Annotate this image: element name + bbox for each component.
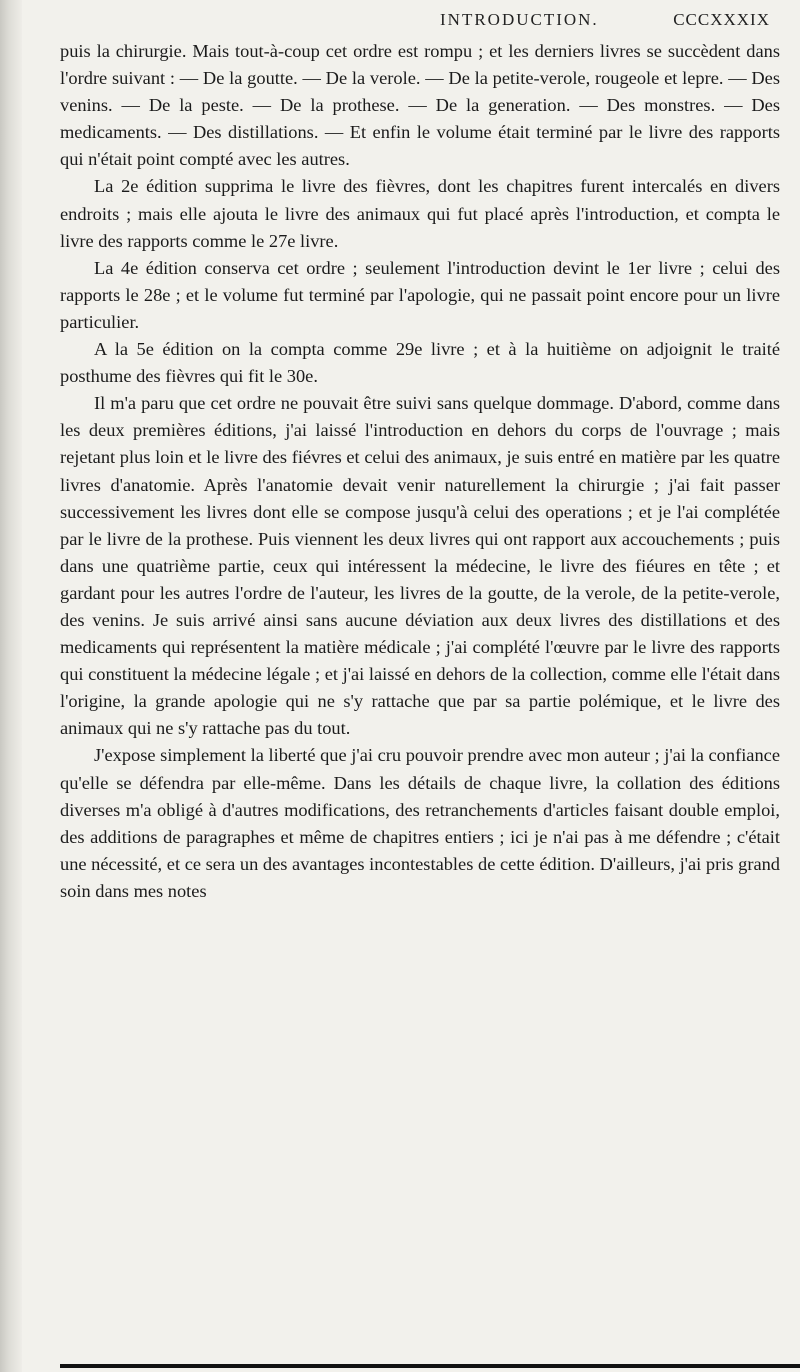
running-head (60, 10, 780, 34)
paragraph-2: La 2e édition supprima le livre des fièvres, dont les chapitres furent intercalés en divers endroits ; mais elle ajouta le livre des animaux qui fut placé après l'introduction, et compta le livre des rapports comme le 27e livre. (60, 176, 780, 251)
paragraph-4: A la 5e édition on la compta comme 29e livre ; et à la huitième on adjoignit le traité posthume des fièvres qui fit le 30e. (60, 339, 780, 387)
paragraph-5: Il m'a paru que cet ordre ne pouvait être suivi sans quelque dommage. D'abord, comme dans les deux premières éditions, j'ai laissé l'introduction en dehors du corps de l'ouvrage ; mais rejetant plus loin et le livre des fiévres et celui des animaux, je suis entré en matière par les quatre livres d'anatomie. Après l'anatomie devait venir naturellement la chirurgie ; j'ai fait passer successivement les livres dont elle se compose jusqu'à celui des operations ; et je l'ai complétée par le livre de la prothese. Puis viennent les deux livres qui ont rapport aux accouchements ; puis dans une quatrième partie, ceux qui intéressent la médecine, le livre des fiéures en tête ; et gardant pour les autres l'ordre de l'auteur, les livres de la goutte, de la verole, de la petite-verole, des venins. Je suis arrivé ainsi sans aucune déviation aux deux livres des distillations et des medicaments qui représentent la matière médicale ; j'ai complété l'œuvre par le livre des rapports qui constituent la médecine légale ; et j'ai laissé en dehors de la collection, comme elle l'était dans l'origine, la grande apologie qui ne s'y rattache que par sa partie polémique, et le livre des animaux qui ne s'y rattache pas du tout. (60, 393, 780, 739)
paragraph-1: puis la chirurgie. Mais tout-à-coup cet ordre est rompu ; et les derniers livres se succèdent dans l'ordre suivant : — De la goutte. — De la verole. — De la petite-verole, rougeole et lepre. — Des venins. — De la peste. — De la prothese. — De la generation. — Des monstres. — Des medicaments. — Des distillations. — Et enfin le volume était terminé par le livre des rapports qui n'était point compté avec les autres. (60, 41, 780, 170)
paragraph-3: La 4e édition conserva cet ordre ; seulement l'introduction devint le 1er livre ; celui des rapports le 28e ; et le volume fut terminé par l'apologie, qui ne passait point encore pour un livre particulier. (60, 257, 780, 332)
bottom-edge-rule (60, 1364, 800, 1368)
page-number: CCCXXXIX (673, 10, 770, 29)
scan-gutter-shadow (0, 0, 22, 1372)
running-title: INTRODUCTION. (440, 10, 599, 29)
body-text (60, 38, 780, 905)
paragraph-6: J'expose simplement la liberté que j'ai cru pouvoir prendre avec mon auteur ; j'ai la confiance qu'elle se défendra par elle-même. Dans les détails de chaque livre, la collation des éditions diverses m'a obligé à d'autres modifications, des retranchements d'articles faisant double emploi, des additions de paragraphes et même de chapitres entiers ; ici je n'ai pas à me défendre ; c'était une nécessité, et ce sera un des avantages incontestables de cette édition. D'ailleurs, j'ai pris grand soin dans mes notes (60, 745, 780, 901)
